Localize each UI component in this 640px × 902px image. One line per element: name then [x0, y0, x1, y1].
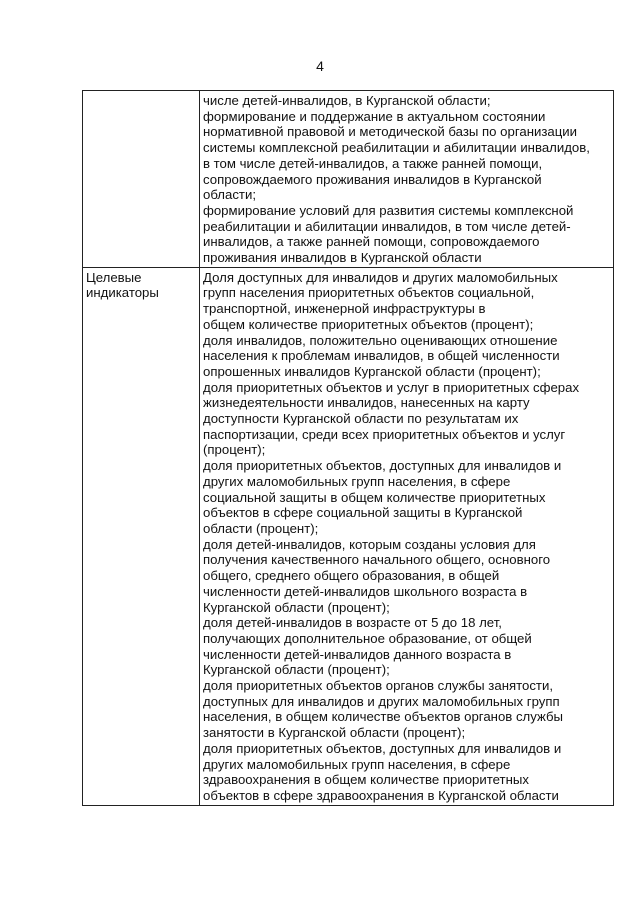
- row-label-cell: [83, 267, 200, 805]
- row-content-cell: [200, 91, 614, 268]
- row-content-line: области (процент);: [203, 520, 319, 536]
- row-content-line: Доля доступных для инвалидов и других маломобильных: [203, 269, 558, 285]
- table-row: [83, 267, 614, 805]
- row-content-line: населения, в общем количестве объектов органов службы: [203, 709, 563, 725]
- row-content-line: объектов в сфере социальной защиты в Курганской: [203, 505, 523, 521]
- row-content-line: общего, среднего общего образования, в общей: [203, 568, 500, 584]
- row-content-line: системы комплексной реабилитации и абилитации инвалидов,: [203, 140, 590, 156]
- row-content-line: здравоохранения в общем количестве приоритетных: [203, 772, 529, 788]
- row-content-line: получения качественного начального общего, основного: [203, 552, 551, 568]
- row-content-line: числе детей-инвалидов, в Курганской области;: [203, 93, 491, 108]
- row-content-line: доля приоритетных объектов и услуг в приоритетных сферах: [203, 379, 580, 395]
- row-content-line: других маломобильных групп населения, в сфере: [203, 473, 511, 489]
- program-passport-table: [82, 90, 614, 806]
- row-label-line: индикаторы: [86, 285, 159, 301]
- table-row: [83, 91, 614, 268]
- row-content-line: социальной защиты в общем количестве приоритетных: [203, 489, 546, 505]
- row-content-line: групп населения приоритетных объектов социальной,: [203, 285, 535, 301]
- row-content-line: численности детей-инвалидов школьного возраста в: [203, 583, 528, 599]
- row-content-line: доступности Курганской области по результатам их: [203, 411, 519, 427]
- row-content-line: других маломобильных групп населения, в сфере: [203, 756, 511, 772]
- row-content-line: доля приоритетных объектов, доступных для инвалидов и: [203, 458, 562, 474]
- row-content-line: инвалидов, а также ранней помощи, сопровождаемого: [203, 234, 540, 250]
- row-content-line: (процент);: [203, 442, 266, 458]
- row-content-line: в том числе детей-инвалидов, а также ранней помощи,: [203, 155, 543, 171]
- table-body: [83, 91, 614, 806]
- row-content-line: области;: [203, 187, 256, 203]
- row-content-line: общем количестве приоритетных объектов (процент);: [203, 316, 534, 332]
- row-content-line: жизнедеятельности инвалидов, нанесенных на карту: [203, 395, 530, 411]
- row-content-line: доля приоритетных объектов органов службы занятости,: [203, 678, 554, 694]
- row-content-line: опрошенных инвалидов Курганской области (процент);: [203, 363, 541, 379]
- row-content-line: реабилитации и абилитации инвалидов, в том числе детей-: [203, 218, 571, 234]
- row-content-line: сопровождаемого проживания инвалидов в Курганской: [203, 171, 542, 187]
- row-content-line: получающих дополнительное образование, от общей: [203, 630, 532, 646]
- page-number: 4: [316, 58, 324, 74]
- row-content-line: транспортной, инженерной инфраструктуры в: [203, 301, 486, 317]
- row-content-line: населения к проблемам инвалидов, в общей численности: [203, 348, 560, 364]
- row-content-line: доля детей-инвалидов в возрасте от 5 до 18 лет,: [203, 615, 502, 631]
- row-content-line: паспортизации, среди всех приоритетных объектов и услуг: [203, 426, 566, 442]
- row-content-line: доля детей-инвалидов, которым созданы условия для: [203, 536, 536, 552]
- row-label-line: Целевые: [86, 269, 142, 285]
- row-content-line: Курганской области (процент);: [203, 662, 390, 678]
- row-content-cell: [200, 267, 614, 805]
- row-content-line: формирование условий для развития системы комплексной: [203, 202, 574, 218]
- row-content-line: формирование и поддержание в актуальном состоянии: [203, 108, 546, 124]
- row-content-line: доступных для инвалидов и других маломобильных групп: [203, 693, 560, 709]
- row-content-line: объектов в сфере здравоохранения в Курганской области: [203, 787, 559, 803]
- row-content-line: численности детей-инвалидов данного возраста в: [203, 646, 512, 662]
- row-content-line: Курганской области (процент);: [203, 599, 390, 615]
- row-content-line: нормативной правовой и методической базы по организации: [203, 124, 578, 140]
- row-content-line: доля приоритетных объектов, доступных для инвалидов и: [203, 740, 562, 756]
- row-content-line: доля инвалидов, положительно оценивающих отношение: [203, 332, 558, 348]
- row-content-line: занятости в Курганской области (процент);: [203, 725, 466, 741]
- row-label-cell: [83, 91, 200, 268]
- row-content-line: проживания инвалидов в Курганской области: [203, 250, 482, 266]
